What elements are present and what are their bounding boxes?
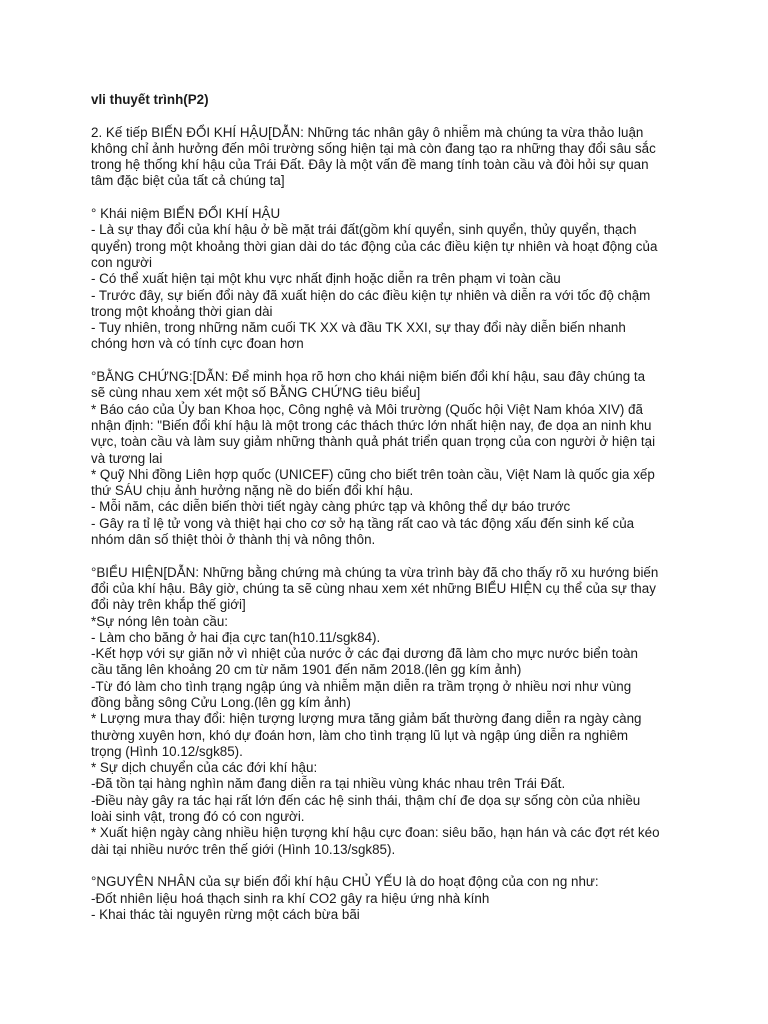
document-page [91, 92, 691, 923]
text-line: * Sự dịch chuyển của các đới khí hậu: [91, 760, 318, 776]
text-line: -Kết hợp với sự giãn nở vì nhiệt của nước ở các đại dương đã làm cho mực nước biển toàn [91, 646, 638, 662]
text-line: °BẰNG CHỨNG:[DẪN: Để minh họa rõ hơn cho khái niệm biến đổi khí hậu, sau đây chúng ta [91, 369, 646, 385]
text-line: loài sinh vật, trong đó có con người. [91, 809, 305, 825]
text-line: tâm đặc biệt của tất cả chúng ta] [91, 173, 285, 189]
text-line: dài tại nhiều nước trên thế giới (Hình 10.13/sgk85). [91, 841, 396, 857]
text-line: nhóm dân số thiệt thòi ở thành thị và nông thôn. [91, 532, 376, 548]
paragraph-gap [91, 858, 691, 874]
paragraph [91, 874, 691, 923]
text-line: * Quỹ Nhi đồng Liên hợp quốc (UNICEF) cũng cho biết trên toàn cầu, Việt Nam là quốc gia xếp [91, 466, 655, 482]
text-line: quyển) trong một khoảng thời gian dài do tác động của các điều kiện tự nhiên và hoạt động của [91, 238, 658, 254]
text-line: không chỉ ảnh hưởng đến môi trường sống hiện tại mà còn đang tạo ra những thay đổi sâu sắc [91, 140, 656, 156]
text-line: sẽ cùng nhau xem xét một số BẰNG CHỨNG tiêu biểu] [91, 385, 421, 401]
text-line: *Sự nóng lên toàn cầu: [91, 613, 229, 629]
document-body [91, 125, 691, 924]
text-line: đồng bằng sông Cửu Long.(lên gg kím ảnh) [91, 694, 351, 710]
text-line: cầu tăng lên khoảng 20 cm từ năm 1901 đến năm 2018.(lên gg kím ảnh) [91, 662, 522, 678]
text-line: - Trước đây, sự biến đổi này đã xuất hiện do các điều kiện tự nhiên và diễn ra với tốc độ chậm [91, 287, 651, 303]
text-line: °BIỂU HIỆN[DẪN: Những bằng chứng mà chúng ta vừa trình bày đã cho thấy rõ xu hướng biến [91, 564, 659, 580]
text-line: nhận định: "Biến đổi khí hậu là một trong các thách thức lớn nhất hiện nay, đe dọa an ninh khu [91, 417, 652, 433]
text-line: trong hệ thống khí hậu của Trái Đất. Đây là một vấn đề mang tính toàn cầu và đòi hỏi sự quan [91, 157, 649, 173]
text-line: thường xuyên hơn, khó dự đoán hơn, làm cho tình trạng lũ lụt và ngập úng diễn ra nghiêm [91, 727, 629, 743]
text-line: chóng hơn và có tính cực đoan hơn [91, 336, 304, 352]
text-line: - Khai thác tài nguyên rừng một cách bừa bãi [91, 906, 360, 922]
text-line: -Đốt nhiên liệu hoá thạch sinh ra khí CO2 gây ra hiệu ứng nhà kính [91, 890, 490, 906]
text-line: * Báo cáo của Ủy ban Khoa học, Công nghệ và Môi trường (Quốc hội Việt Nam khóa XIV) đã [91, 401, 643, 417]
text-line: -Đã tồn tại hàng nghìn năm đang diễn ra tại nhiều vùng khác nhau trên Trái Đất. [91, 776, 566, 792]
paragraph-gap [91, 353, 691, 369]
text-line: * Xuất hiện ngày càng nhiều hiện tượng khí hậu cực đoan: siêu bão, hạn hán và các đợt rét kéo [91, 825, 660, 841]
text-line: - Làm cho băng ở hai địa cực tan(h10.11/sgk84). [91, 629, 381, 645]
text-line: - Tuy nhiên, trong những năm cuối TK XX và đầu TK XXI, sự thay đổi này diễn biến nhanh [91, 320, 626, 336]
paragraph [91, 206, 691, 353]
text-line: - Có thể xuất hiện tại một khu vực nhất định hoặc diễn ra trên phạm vi toàn cầu [91, 271, 561, 287]
text-line: con người [91, 254, 152, 270]
text-line: 2. Kế tiếp BIẾN ĐỔI KHÍ HẬU[DẪN: Những tác nhân gây ô nhiễm mà chúng ta vừa thảo luận [91, 124, 644, 140]
paragraph-gap [91, 548, 691, 564]
text-line: -Điều này gây ra tác hại rất lớn đến các hệ sinh thái, thậm chí đe dọa sự sống còn của nhiều [91, 792, 641, 808]
text-line: đổi này trên khắp thế giới] [91, 597, 246, 613]
paragraph [91, 125, 691, 190]
text-line: trọng (Hình 10.12/sgk85). [91, 743, 243, 759]
text-line: trong một khoảng thời gian dài [91, 303, 273, 319]
text-line: -Từ đó làm cho tình trạng ngập úng và nhiễm mặn diễn ra trầm trọng ở nhiều nơi như vùng [91, 678, 632, 694]
text-line: - Là sự thay đổi của khí hậu ở bề mặt trái đất(gồm khí quyển, sinh quyển, thủy quyển, thạch [91, 222, 637, 238]
document-title: vli thuyết trình(P2) [91, 92, 209, 107]
paragraph [91, 565, 691, 858]
paragraph-gap [91, 190, 691, 206]
text-line: * Lượng mưa thay đổi: hiện tượng lượng mưa tăng giảm bất thường đang diễn ra ngày càng [91, 711, 642, 727]
text-line: ° Khái niệm BIẾN ĐỔI KHÍ HẬU [91, 206, 281, 222]
text-line: - Mỗi năm, các diễn biến thời tiết ngày càng phức tạp và không thể dự báo trước [91, 499, 571, 515]
text-line: thứ SÁU chịu ảnh hưởng nặng nề do biến đổi khí hậu. [91, 483, 414, 499]
paragraph [91, 369, 691, 548]
text-line: - Gây ra tỉ lệ tử vong và thiệt hại cho cơ sở hạ tầng rất cao và tác động xấu đến sinh kế của [91, 515, 635, 531]
text-line: vực, toàn cầu và làm suy giảm những thành quả phát triển quan trọng của con người ở hiện tại [91, 434, 656, 450]
text-line: và tương lai [91, 450, 163, 466]
paragraph-gap [91, 108, 691, 124]
text-line: đổi của khí hậu. Bây giờ, chúng ta sẽ cùng nhau xem xét những BIỂU HIỆN cụ thể của sự thay [91, 580, 656, 596]
text-line: °NGUYÊN NHÂN của sự biến đổi khí hậu CHỦ YẾU là do hoạt động của con ng như: [91, 874, 599, 890]
